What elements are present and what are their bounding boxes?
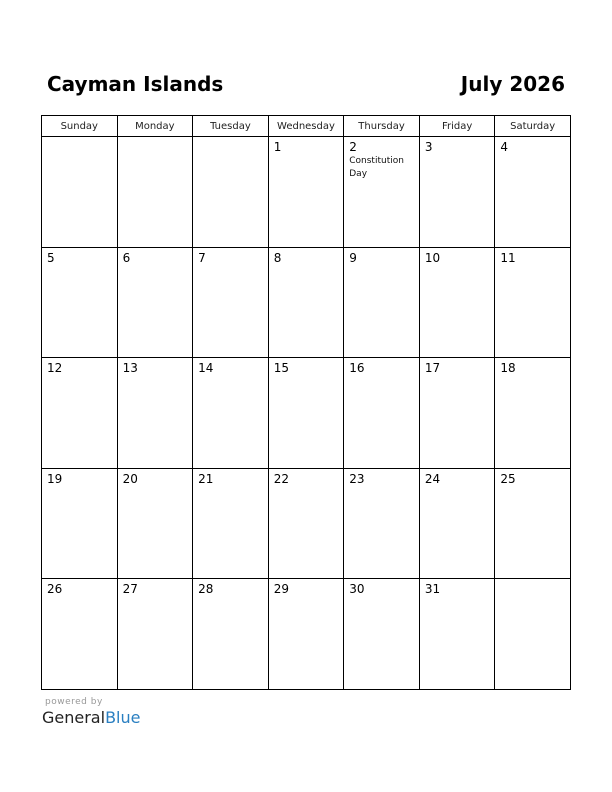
holiday-label — [495, 375, 570, 376]
day-number: 20 — [122, 471, 138, 486]
day-number: 5 — [47, 250, 55, 265]
day-cell — [117, 468, 193, 579]
day-number: 17 — [424, 361, 441, 375]
day-cell — [495, 247, 571, 358]
day-cell — [419, 247, 495, 358]
day-cell — [419, 358, 495, 469]
holiday-label — [420, 375, 495, 376]
day-cell — [495, 468, 571, 579]
week-row — [42, 579, 571, 690]
day-cell — [193, 137, 269, 248]
day-number: 23 — [349, 471, 365, 486]
holiday-label — [420, 486, 495, 487]
holiday-label — [495, 582, 570, 583]
day-cell — [419, 137, 495, 248]
day-number: 7 — [198, 250, 206, 265]
day-cell — [268, 579, 344, 690]
brand-name-part1: General — [42, 708, 106, 727]
day-cell — [42, 579, 118, 690]
holiday-label — [118, 596, 193, 597]
day-cell — [495, 579, 571, 690]
holiday-label — [193, 140, 268, 141]
holiday-label — [344, 596, 419, 597]
holiday-label — [193, 375, 268, 376]
day-number: 15 — [273, 361, 289, 375]
day-number: 8 — [273, 250, 282, 265]
day-number: 4 — [500, 140, 509, 154]
day-cell — [193, 579, 269, 690]
holiday-label — [118, 375, 193, 376]
holiday-label — [42, 140, 117, 141]
day-number: 10 — [424, 250, 441, 265]
holiday-label: Constitution Day — [349, 156, 404, 179]
day-number: 24 — [424, 471, 441, 486]
week-row — [42, 247, 571, 358]
day-number: 25 — [500, 471, 516, 486]
holiday-label — [193, 596, 268, 597]
day-number: 2 — [349, 140, 357, 154]
holiday-label — [193, 486, 268, 487]
day-number: 21 — [198, 471, 214, 486]
day-cell — [42, 468, 118, 579]
day-cell — [193, 358, 269, 469]
holiday-label — [495, 486, 570, 487]
month-year-title: July 2026 — [460, 72, 565, 96]
country-title: Cayman Islands — [47, 72, 224, 96]
day-cell — [268, 137, 344, 248]
weekday-tuesday: Tuesday — [193, 116, 269, 137]
day-number: 22 — [273, 471, 289, 486]
day-cell — [193, 247, 269, 358]
holiday-label — [420, 596, 495, 597]
day-cell — [268, 247, 344, 358]
day-cell — [344, 468, 420, 579]
day-cell — [42, 137, 118, 248]
day-number: 14 — [198, 361, 214, 375]
holiday-label — [269, 375, 344, 376]
holiday-label — [42, 596, 117, 597]
generalblue-logo[interactable] — [42, 708, 140, 727]
day-number: 12 — [47, 361, 63, 375]
day-number: 13 — [122, 361, 138, 375]
brand-name-part2: Blue — [105, 708, 141, 727]
holiday-label — [269, 154, 344, 155]
week-row — [42, 358, 571, 469]
holiday-label — [193, 265, 268, 266]
weekday-thursday: Thursday — [344, 116, 420, 137]
day-cell — [268, 468, 344, 579]
day-cell — [344, 579, 420, 690]
day-cell — [117, 579, 193, 690]
holiday-label — [42, 375, 117, 376]
holiday-label — [344, 375, 419, 376]
holiday-label — [118, 265, 193, 266]
day-number: 28 — [198, 582, 214, 596]
day-number: 26 — [47, 582, 63, 596]
holiday-label — [344, 265, 419, 266]
week-row — [42, 137, 571, 248]
day-cell — [117, 358, 193, 469]
day-number: 1 — [273, 140, 282, 154]
holiday-label — [269, 265, 344, 266]
weekday-saturday: Saturday — [495, 116, 571, 137]
day-cell — [193, 468, 269, 579]
calendar-grid — [41, 115, 571, 690]
powered-by-text: powered by — [45, 697, 103, 707]
day-number: 11 — [500, 250, 516, 265]
holiday-label — [420, 154, 495, 155]
day-cell — [42, 358, 118, 469]
weekday-friday: Friday — [419, 116, 495, 137]
day-number: 9 — [349, 250, 357, 265]
day-number: 18 — [500, 361, 516, 375]
weekday-monday: Monday — [117, 116, 193, 137]
day-number: 31 — [424, 582, 441, 596]
day-cell — [495, 137, 571, 248]
day-number: 27 — [122, 582, 138, 596]
weekday-sunday: Sunday — [42, 116, 118, 137]
day-cell — [344, 358, 420, 469]
day-cell — [268, 358, 344, 469]
day-cell — [42, 247, 118, 358]
weekday-wednesday: Wednesday — [268, 116, 344, 137]
weekday-header-row — [42, 116, 571, 137]
holiday-label — [118, 486, 193, 487]
holiday-label — [269, 486, 344, 487]
day-cell — [344, 247, 420, 358]
day-cell — [344, 137, 420, 248]
day-cell — [117, 247, 193, 358]
holiday-label — [269, 596, 344, 597]
day-cell — [419, 579, 495, 690]
holiday-label — [118, 140, 193, 141]
day-number: 16 — [349, 361, 365, 375]
holiday-label — [42, 486, 117, 487]
day-number: 29 — [273, 582, 289, 596]
day-cell — [419, 468, 495, 579]
holiday-label — [42, 265, 117, 266]
holiday-label — [420, 265, 495, 266]
day-number: 3 — [424, 140, 433, 154]
day-cell — [495, 358, 571, 469]
day-number: 6 — [122, 250, 131, 265]
week-row — [42, 468, 571, 579]
holiday-label — [344, 486, 419, 487]
holiday-label — [495, 265, 570, 266]
holiday-label — [495, 154, 570, 155]
day-number: 19 — [47, 471, 63, 486]
day-number: 30 — [349, 582, 365, 596]
day-cell — [117, 137, 193, 248]
